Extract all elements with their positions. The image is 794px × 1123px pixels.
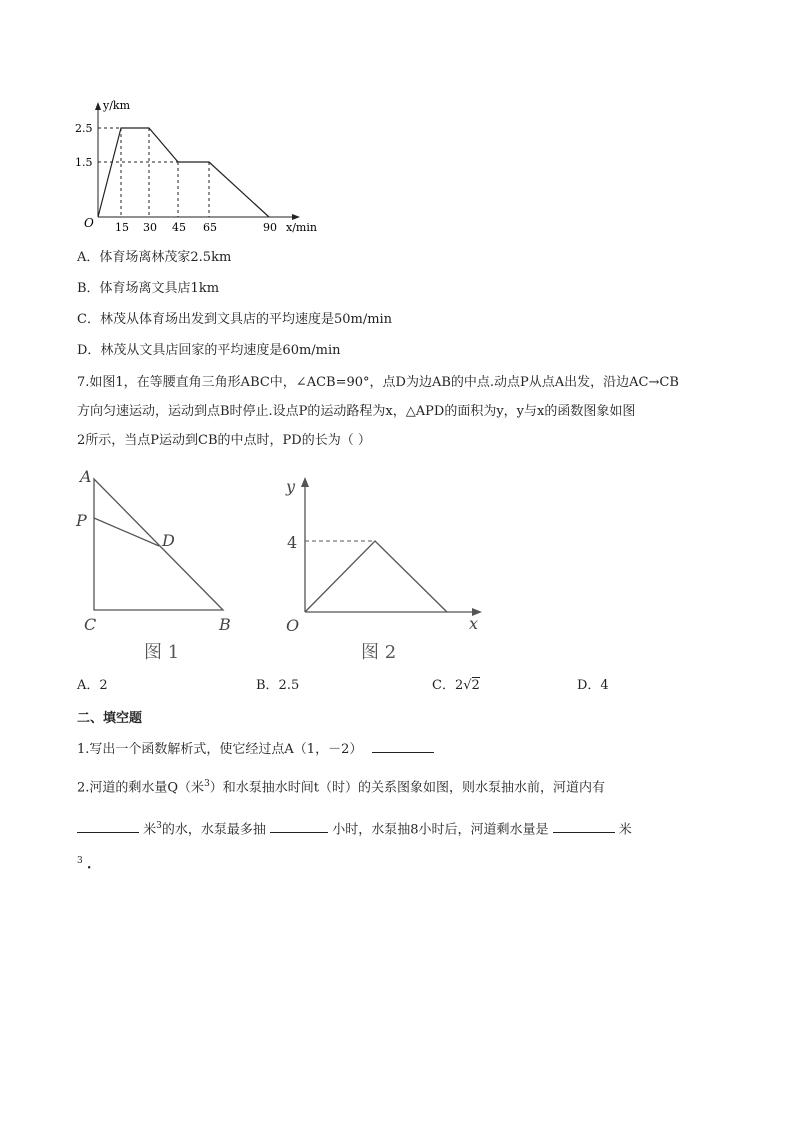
point-c-label: C bbox=[84, 615, 97, 634]
x-tick-90: 90 bbox=[263, 221, 277, 234]
x-tick-45: 45 bbox=[172, 221, 186, 234]
fill-question-1-text: 1.写出一个函数解析式，使它经过点A（1，－2） bbox=[77, 742, 363, 757]
question-7-line-1: 7.如图1，在等腰直角三角形ABC中，∠ACB=90°，点D为边AB的中点.动点P从点A出发，沿边AC→CB bbox=[77, 375, 679, 390]
x-axis-arrow bbox=[292, 214, 300, 220]
x-tick-65: 65 bbox=[203, 221, 217, 234]
distance-time-graph bbox=[70, 95, 330, 240]
y-tick-1-5: 1.5 bbox=[75, 156, 93, 169]
option-a: A．体育场离林茂家2.5km bbox=[77, 250, 232, 265]
fill2-text-c: 的水，水泵最多抽 bbox=[161, 822, 266, 838]
fig2-function-curve bbox=[305, 541, 447, 612]
fig2-origin-label: O bbox=[286, 616, 300, 635]
answer-blank-hours[interactable] bbox=[270, 818, 328, 833]
y-axis-arrow bbox=[95, 102, 101, 110]
fill-question-2-line-1 bbox=[77, 775, 605, 797]
cubic-exponent: 3 bbox=[204, 779, 210, 789]
cubic-exponent-2: 3 bbox=[156, 821, 162, 831]
fig2-x-label: x bbox=[469, 614, 479, 633]
fill2-unit-b: 米 bbox=[618, 822, 632, 838]
y-tick-2-5: 2.5 bbox=[75, 122, 93, 135]
option-b: B．体育场离文具店1km bbox=[77, 281, 220, 296]
distance-curve bbox=[98, 128, 269, 217]
option-c: C．林茂从体育场出发到文具店的平均速度是50m/min bbox=[77, 312, 393, 327]
section-title-fill-in: 二、填空题 bbox=[77, 711, 143, 726]
x-axis-label: x/min bbox=[286, 221, 317, 234]
figure-1-caption: 图 1 bbox=[144, 642, 180, 663]
fill-question-2-line-3 bbox=[77, 852, 91, 874]
answer-blank-remaining[interactable] bbox=[553, 818, 615, 833]
cubic-exponent-3: 3 bbox=[77, 856, 83, 866]
y-axis-label: y/km bbox=[103, 99, 131, 112]
fill2-text-a: 2.河道的剩水量Q（米 bbox=[77, 780, 205, 796]
segment-pd bbox=[94, 518, 159, 546]
answer-blank-1[interactable] bbox=[372, 738, 434, 753]
fill2-unit-a: 米 bbox=[143, 822, 157, 838]
answer-blank-water-volume[interactable] bbox=[77, 818, 139, 833]
q7-option-c bbox=[432, 677, 480, 695]
point-a-label: A bbox=[80, 467, 92, 486]
x-tick-30: 30 bbox=[143, 221, 157, 234]
fig2-y-arrow bbox=[301, 477, 309, 487]
figure-1-triangle bbox=[70, 462, 250, 672]
fill2-period: . bbox=[86, 857, 92, 873]
sqrt-radicand: 2 bbox=[471, 678, 480, 693]
question-7-line-2: 方向匀速运动，运动到点B时停止.设点P的运动路程为x，△APD的面积为y，y与x的函数图象如图 bbox=[77, 404, 636, 419]
figure-2-caption: 图 2 bbox=[361, 642, 397, 663]
fill-question-2-line-2 bbox=[77, 817, 632, 839]
fill-question-1 bbox=[77, 738, 434, 759]
option-d: D．林茂从文具店回家的平均速度是60m/min bbox=[77, 343, 341, 358]
guide-lines bbox=[98, 128, 209, 217]
point-b-label: B bbox=[219, 615, 231, 634]
fill2-text-d: 小时，水泵抽8小时后，河道剩水量是 bbox=[332, 822, 549, 838]
point-d-label: D bbox=[162, 531, 175, 550]
q7-option-a: A．2 bbox=[77, 678, 108, 693]
question-7 bbox=[77, 368, 727, 455]
triangle-abc bbox=[94, 479, 223, 610]
question-7-line-3: 2所示，当点P运动到CB的中点时，PD的长为（ ） bbox=[77, 433, 371, 448]
sqrt-symbol: √ bbox=[463, 678, 472, 693]
fig2-value-4-label: 4 bbox=[287, 533, 298, 552]
point-p-label: P bbox=[76, 511, 87, 530]
q7-option-c-prefix: C．2 bbox=[432, 678, 464, 693]
origin-label: O bbox=[84, 216, 94, 230]
q7-option-b: B．2.5 bbox=[256, 678, 300, 693]
x-tick-15: 15 bbox=[115, 221, 129, 234]
fill2-text-b: ）和水泵抽水时间t（时）的关系图象如图，则水泵抽水前，河道内有 bbox=[209, 780, 606, 796]
fig2-y-label: y bbox=[286, 477, 296, 496]
figure-2-graph bbox=[275, 470, 495, 670]
q7-option-d: D．4 bbox=[577, 678, 609, 693]
